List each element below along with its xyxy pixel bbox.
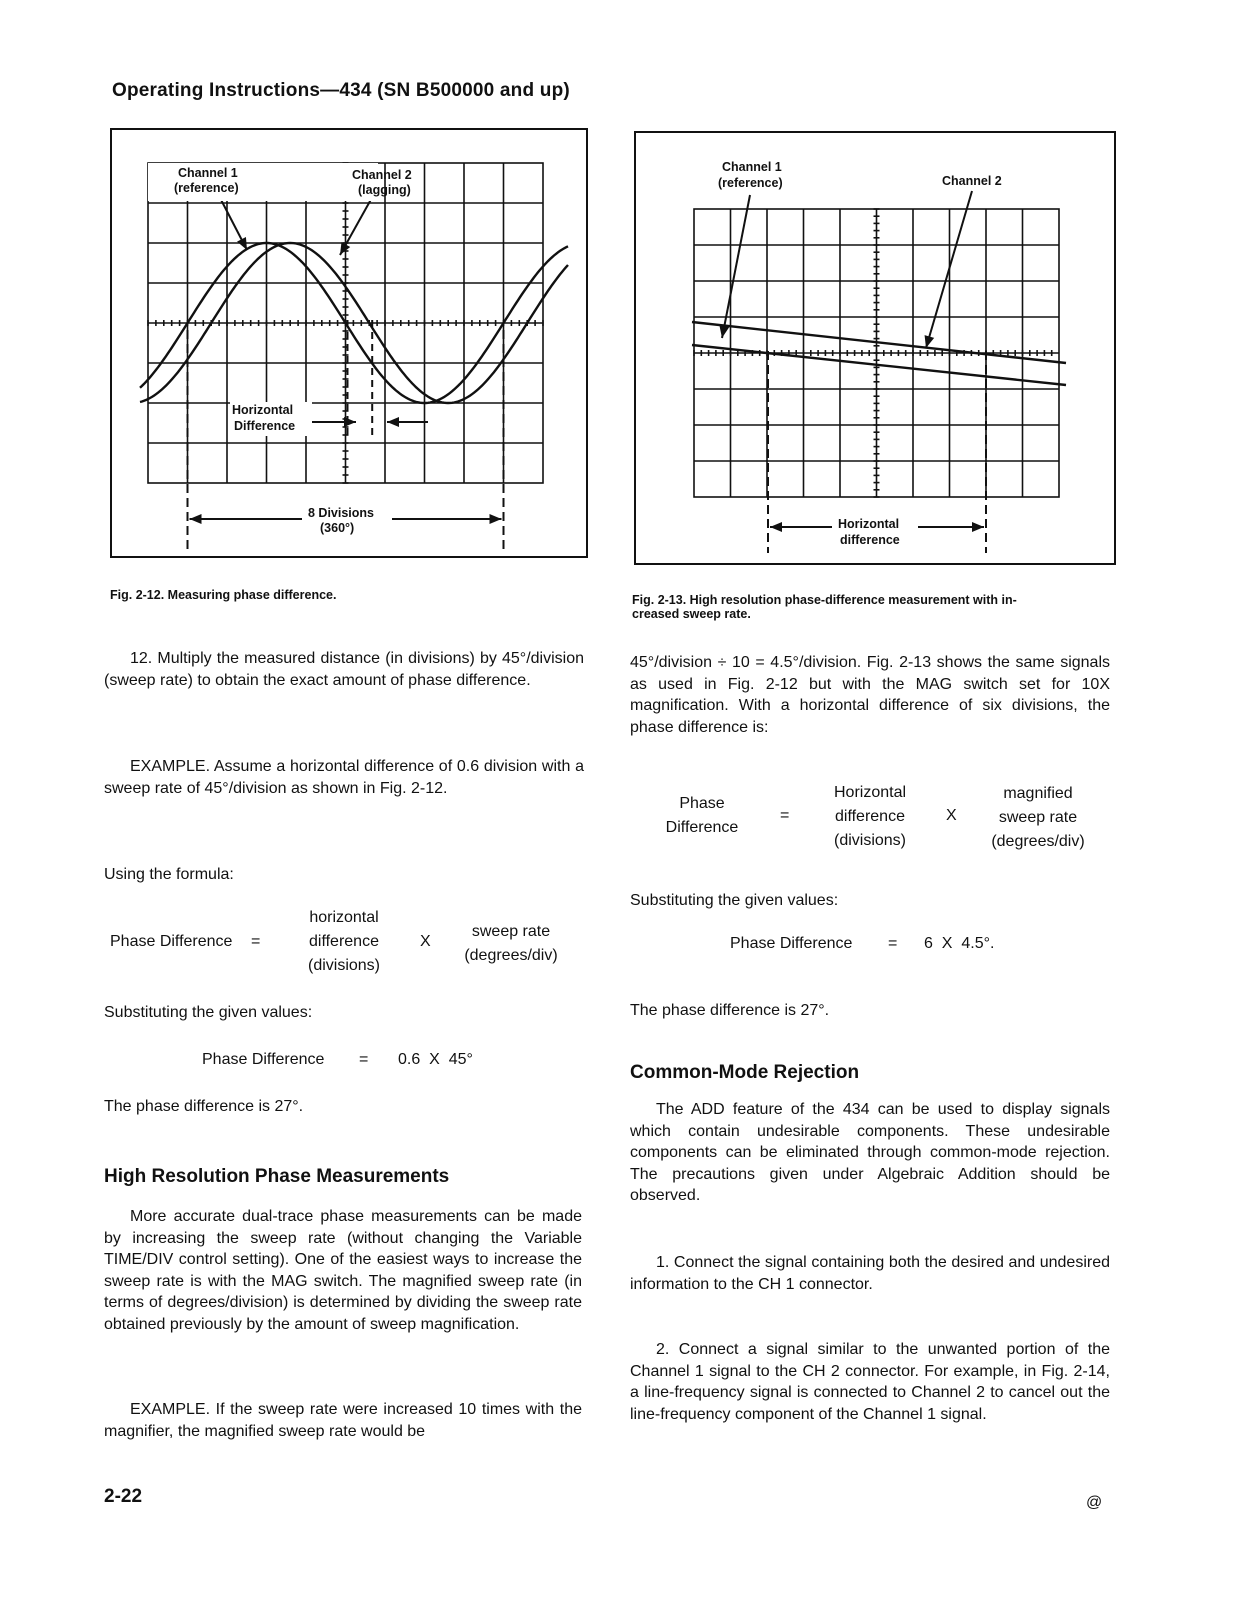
difference-arrow-head <box>770 522 782 532</box>
formula-line: Horizontal <box>833 784 907 801</box>
substitution-equals: = <box>359 1051 369 1068</box>
formula-term-horizontal-difference <box>296 906 392 978</box>
formula-line: (degrees/div) <box>991 833 1085 850</box>
step-1-text: 1. Connect the signal containing both the desired and undesired information to the CH 1 connector. <box>630 1254 1110 1293</box>
formula-line: magnified <box>1003 785 1073 802</box>
ch1-label-sub: (reference) <box>718 176 783 190</box>
caption-line: creased sweep rate. <box>632 607 751 621</box>
figure-2-13 <box>634 131 1116 565</box>
substitution2-rhs: 6 X 4.5°. <box>924 935 995 952</box>
result-text: The phase difference is 27°. <box>104 1098 304 1115</box>
common-mode-text: The ADD feature of the 434 can be used to display signals which contain undesirable components. These undesirable components can be eliminated through common-mode rejection. The precautions given under Algebraic Addition should be observed. <box>630 1101 1110 1204</box>
formula2-lhs <box>652 792 752 840</box>
formula-line: horizontal <box>309 909 379 926</box>
step-1-paragraph <box>630 1252 1110 1295</box>
formula-line: difference <box>835 808 905 825</box>
formula-line: Phase <box>679 795 725 812</box>
divisions-label: 8 Divisions <box>308 506 374 520</box>
ch2-pointer-head <box>925 335 935 348</box>
page-number: 2-22 <box>104 1486 143 1507</box>
formula2-term-horizontal-difference <box>820 781 920 853</box>
continuation-paragraph <box>630 652 1110 738</box>
substitution2-lhs: Phase Difference <box>730 935 853 952</box>
formula-line: sweep rate <box>471 923 551 940</box>
formula-line: (divisions) <box>833 832 906 849</box>
formula-equals: = <box>251 933 261 950</box>
step-12-text: 12. Multiply the measured distance (in divisions) by 45°/division (sweep rate) to obtain the exact amount of phase difference. <box>104 650 584 689</box>
figure-2-12 <box>110 128 588 558</box>
section-heading-common-mode: Common-Mode Rejection <box>630 1062 860 1083</box>
formula2-equals: = <box>780 807 790 824</box>
formula-lhs: Phase Difference <box>110 933 233 950</box>
step-2-paragraph <box>630 1339 1110 1425</box>
section-heading-high-resolution: High Resolution Phase Measurements <box>104 1166 450 1187</box>
page-header: Operating Instructions—434 (SN B500000 and up) <box>112 80 570 101</box>
channel-2-trace <box>692 345 1066 385</box>
result-text-2: The phase difference is 27°. <box>630 1002 830 1019</box>
span-arrow-head <box>190 514 202 524</box>
using-formula-text: Using the formula: <box>104 866 234 883</box>
substitution2-equals: = <box>888 935 898 952</box>
substitution-rhs: 0.6 X 45° <box>398 1051 473 1068</box>
difference-arrow-head <box>387 417 399 427</box>
formula-line: (divisions) <box>307 957 380 974</box>
high-resolution-phase-diagram <box>636 133 1114 563</box>
substituting-text-2: Substituting the given values: <box>630 892 839 909</box>
ch1-pointer-head <box>719 325 729 338</box>
example-2-paragraph <box>104 1399 582 1442</box>
phase-difference-diagram <box>112 130 586 556</box>
formula2-times: X <box>946 807 957 824</box>
ch2-label-sub: (lagging) <box>358 183 411 197</box>
common-mode-paragraph <box>630 1099 1110 1207</box>
channel-1-trace <box>692 322 1066 363</box>
horizontal-difference-label-sub: Difference <box>234 419 296 433</box>
figure-2-13-caption <box>632 593 1112 621</box>
horizontal-difference-label: Horizontal <box>838 517 900 531</box>
span-arrow-head <box>490 514 502 524</box>
divisions-label-sub: (360°) <box>320 521 355 535</box>
substitution-lhs: Phase Difference <box>202 1051 325 1068</box>
step-2-text: 2. Connect a signal similar to the unwanted portion of the Channel 1 signal to the CH 2 connector. For example, in Fig. 2-14, a line-frequency signal is connected to Channel 2 to cancel out the line-frequency component of the Channel 1 signal. <box>630 1341 1110 1423</box>
ch2-label: Channel 2 <box>942 174 1002 188</box>
example-1-text: EXAMPLE. Assume a horizontal difference of 0.6 division with a sweep rate of 45°/division as shown in Fig. 2-12. <box>104 758 584 797</box>
formula2-term-magnified-sweep-rate <box>982 782 1094 854</box>
difference-arrow-head <box>344 417 356 427</box>
example-2-text: EXAMPLE. If the sweep rate were increased 10 times with the magnifier, the magnified sweep rate would be <box>104 1401 582 1440</box>
ch1-label: Channel 1 <box>722 160 782 174</box>
example-1-paragraph <box>104 756 584 799</box>
high-resolution-text: More accurate dual-trace phase measurements can be made by increasing the sweep rate (without changing the Variable TIME/DIV control setting). One of the easiest ways to increase the sweep rate is with the MAG switch. The magnified sweep rate (in terms of degrees/division) is determined by dividing the sweep rate obtained previously by the amount of sweep magnification. <box>104 1208 582 1333</box>
horizontal-difference-label: Horizontal <box>232 403 294 417</box>
formula-line: Difference <box>665 819 739 836</box>
caption-line: Fig. 2-13. High resolution phase-difference measurement with in- <box>632 593 1017 607</box>
formula-line: difference <box>309 933 379 950</box>
ch2-label: Channel 2 <box>352 168 412 182</box>
ch1-label: Channel 1 <box>178 166 238 180</box>
step-12-paragraph <box>104 648 584 691</box>
formula-line: sweep rate <box>998 809 1078 826</box>
difference-arrow-head <box>972 522 984 532</box>
ch1-label-sub: (reference) <box>174 181 239 195</box>
substituting-text: Substituting the given values: <box>104 1004 313 1021</box>
continuation-text: 45°/division ÷ 10 = 4.5°/division. Fig. 2-13 shows the same signals as used in Fig. 2-12 but with the MAG switch set for 10X magnification. With a horizontal difference of six divisions, the phase difference is: <box>630 654 1110 736</box>
figure-2-12-caption: Fig. 2-12. Measuring phase difference. <box>110 588 337 602</box>
formula-times: X <box>420 933 431 950</box>
footer-mark: @ <box>1086 1494 1103 1511</box>
high-resolution-paragraph <box>104 1206 582 1335</box>
horizontal-difference-label-sub: difference <box>840 533 900 547</box>
formula-term-sweep-rate <box>456 920 566 968</box>
formula-line: (degrees/div) <box>464 947 558 964</box>
